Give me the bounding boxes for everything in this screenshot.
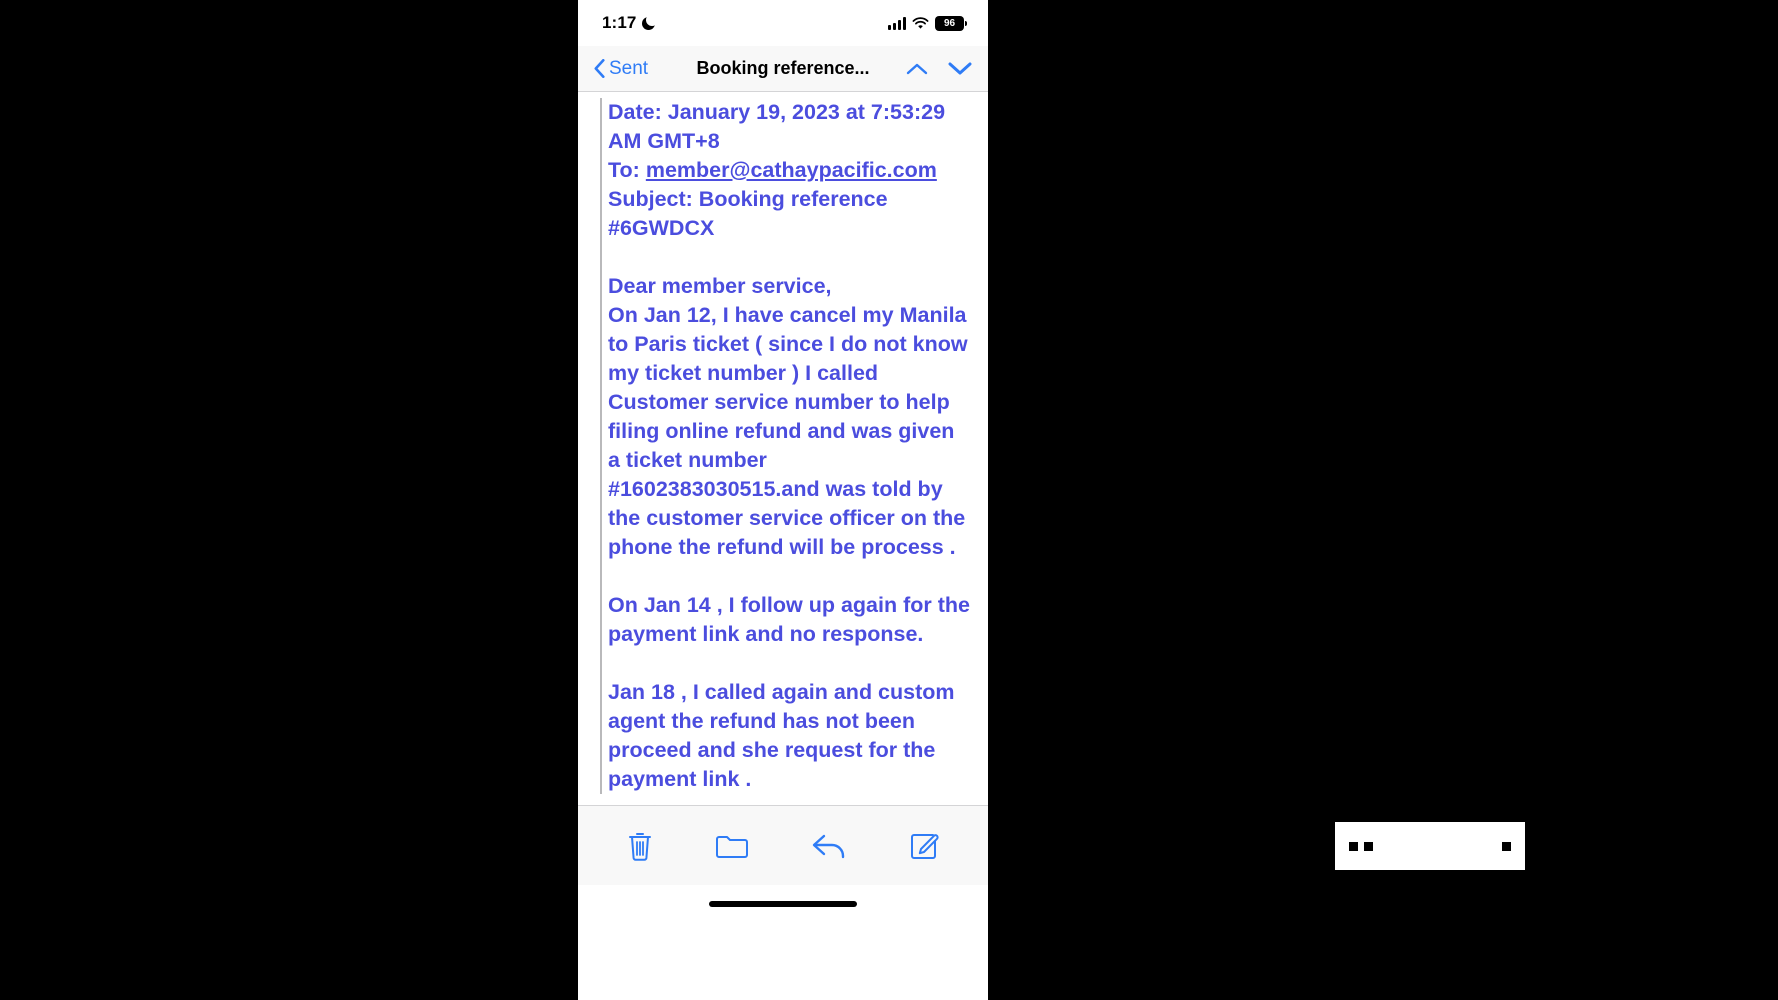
chevron-down-icon[interactable]	[948, 61, 972, 76]
date-label: Date:	[608, 100, 662, 124]
page-title: Booking reference...	[696, 58, 870, 78]
message-body[interactable]	[578, 92, 988, 805]
quoted-message	[578, 98, 988, 794]
overlay-dot-3	[1502, 842, 1511, 851]
date-value: January 19, 2023 at 7:53:29 AM GMT+8	[608, 100, 946, 153]
to-label: To:	[608, 158, 640, 182]
recipient-email-link[interactable]: member@cathaypacific.com	[645, 158, 937, 182]
quote-bar	[600, 98, 602, 794]
subject-label: Subject:	[608, 187, 693, 211]
quoted-message-text	[608, 98, 970, 794]
body-paragraph-1: On Jan 12, I have cancel my Manila to Paris ticket ( since I do not know my ticket number ) I called Customer service number to help filing online refund and was given a ticket number #1602383030515.and was told by the customer service officer on the phone the refund will be process .	[608, 303, 968, 559]
spacer-3	[608, 649, 970, 678]
status-time: 1:17	[602, 13, 637, 32]
battery-indicator	[935, 16, 964, 31]
battery-level: 96	[943, 17, 956, 29]
header-subject-line	[608, 185, 970, 243]
subject-value: Booking reference #6GWDCX	[608, 187, 888, 240]
overlay-badge	[1335, 822, 1525, 870]
wifi-icon	[912, 17, 929, 30]
body-paragraph-2: On Jan 14 , I follow up again for the payment link and no response.	[608, 593, 970, 646]
spacer-2	[608, 562, 970, 591]
spacer-1	[608, 243, 970, 272]
nav-right-controls	[906, 61, 972, 76]
compose-icon[interactable]	[909, 831, 939, 861]
reply-arrow-icon[interactable]	[811, 831, 847, 861]
status-bar-left	[602, 13, 655, 33]
header-date-line	[608, 98, 970, 156]
home-indicator-area	[578, 885, 988, 1000]
phone-viewport	[578, 0, 988, 1000]
folder-icon[interactable]	[715, 831, 749, 861]
back-to-sent-button[interactable]	[594, 58, 648, 80]
overlay-dot-1	[1349, 842, 1358, 851]
status-bar-right	[888, 16, 964, 31]
message-toolbar	[578, 805, 988, 885]
greeting-line: Dear member service,	[608, 274, 832, 298]
chevron-up-icon[interactable]	[906, 62, 928, 76]
trash-icon[interactable]	[627, 830, 653, 862]
chevron-left-icon	[594, 59, 605, 78]
navigation-bar	[578, 46, 988, 92]
header-to-line	[608, 156, 970, 185]
body-paragraph-3: Jan 18 , I called again and custom agent the refund has not been proceed and she request for the payment link .	[608, 680, 955, 791]
overlay-dot-2	[1364, 842, 1373, 851]
back-label: Sent	[609, 57, 649, 79]
home-indicator[interactable]	[709, 901, 857, 907]
overlay-left-dots	[1349, 842, 1373, 851]
moon-icon	[642, 17, 655, 30]
signal-bars-icon	[888, 17, 906, 30]
status-bar	[578, 0, 988, 46]
